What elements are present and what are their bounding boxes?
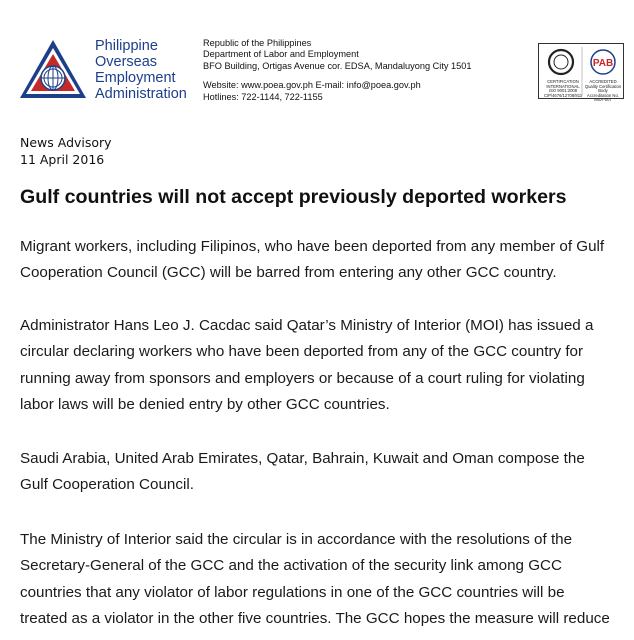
address-line: Department of Labor and Employment bbox=[203, 49, 359, 60]
cert-left-label bbox=[543, 80, 583, 98]
paragraph-line: running away from sponsors and employers or because of a court ruling for violating bbox=[20, 369, 585, 387]
paragraph bbox=[20, 313, 620, 419]
org-name-line: Overseas bbox=[95, 54, 158, 70]
advisory-date: 11 April 2016 bbox=[20, 152, 105, 167]
org-name-line: Employment bbox=[95, 70, 176, 86]
paragraph bbox=[20, 527, 620, 633]
cert-left-line: ISO 9001:2008 bbox=[548, 88, 578, 94]
paragraph-line: countries that any violator of labor regulations in one of the GCC countries will be bbox=[20, 583, 565, 601]
contact-line-website: Website: www.poea.gov.ph E-mail: info@poea.gov.ph bbox=[203, 80, 421, 91]
poea-logo-icon bbox=[18, 38, 88, 100]
advisory-header bbox=[20, 134, 112, 168]
contact-line-hotlines: Hotlines: 722-1144, 722-1155 bbox=[203, 91, 323, 102]
paragraph-line: circular declaring workers who have been deported from any of the GCC country for bbox=[20, 343, 584, 361]
address-line: Republic of the Philippines bbox=[203, 38, 312, 48]
org-name bbox=[95, 38, 195, 102]
cert-right-label bbox=[584, 80, 622, 103]
paragraph-line: Secretary-General of the GCC and the activation of the security link among GCC bbox=[20, 557, 562, 575]
headline: Gulf countries will not accept previously deported workers bbox=[20, 186, 567, 208]
letterhead bbox=[0, 0, 634, 120]
paragraph-line: Saudi Arabia, United Arab Emirates, Qatar, Bahrain, Kuwait and Oman compose the bbox=[20, 450, 585, 467]
paragraph-line: treated as a violator in the other five countries. The GCC hopes the measure will reduce bbox=[20, 610, 610, 628]
address-line: BFO Building, Ortigas Avenue cor. EDSA, Mandaluyong City 1501 bbox=[203, 60, 472, 71]
paragraph-line: The Ministry of Interior said the circular is in accordance with the resolutions of the bbox=[20, 531, 573, 548]
certification-box bbox=[538, 43, 624, 103]
cert-left-line: CIP/4676/12708/811 bbox=[543, 92, 583, 98]
paragraph-line: Migrant workers, including Filipinos, who have been deported from any member of Gulf bbox=[20, 238, 605, 255]
address-block bbox=[203, 38, 471, 103]
paragraph bbox=[20, 446, 620, 499]
paragraph-line: Administrator Hans Leo J. Cacdac said Qatar’s Ministry of Interior (MOI) has issued a bbox=[20, 317, 594, 334]
paragraph-line: labor laws will be denied entry by other GCC countries. bbox=[20, 396, 390, 414]
cert-badge-text: PAB bbox=[592, 58, 614, 69]
org-name-line: Administration bbox=[95, 86, 187, 102]
cert-left-line: CERTIFICATION bbox=[547, 79, 579, 84]
paragraph bbox=[20, 234, 620, 287]
cert-right-line: Accreditation No. bbox=[587, 92, 619, 98]
advisory-label: News Advisory bbox=[20, 135, 112, 150]
paragraph-line: Gulf Cooperation Council. bbox=[20, 476, 194, 494]
org-name-line: Philippine bbox=[95, 38, 158, 54]
cert-right-line: ACCREDITED bbox=[589, 79, 617, 84]
cert-right-line: MSA-007 bbox=[594, 97, 612, 103]
cert-left-line: INTERNATIONAL bbox=[546, 83, 580, 89]
paragraph-line: Cooperation Council (GCC) will be barred from entering any other GCC country. bbox=[20, 264, 557, 282]
cert-right-line: Quality Certification Body bbox=[584, 83, 622, 94]
